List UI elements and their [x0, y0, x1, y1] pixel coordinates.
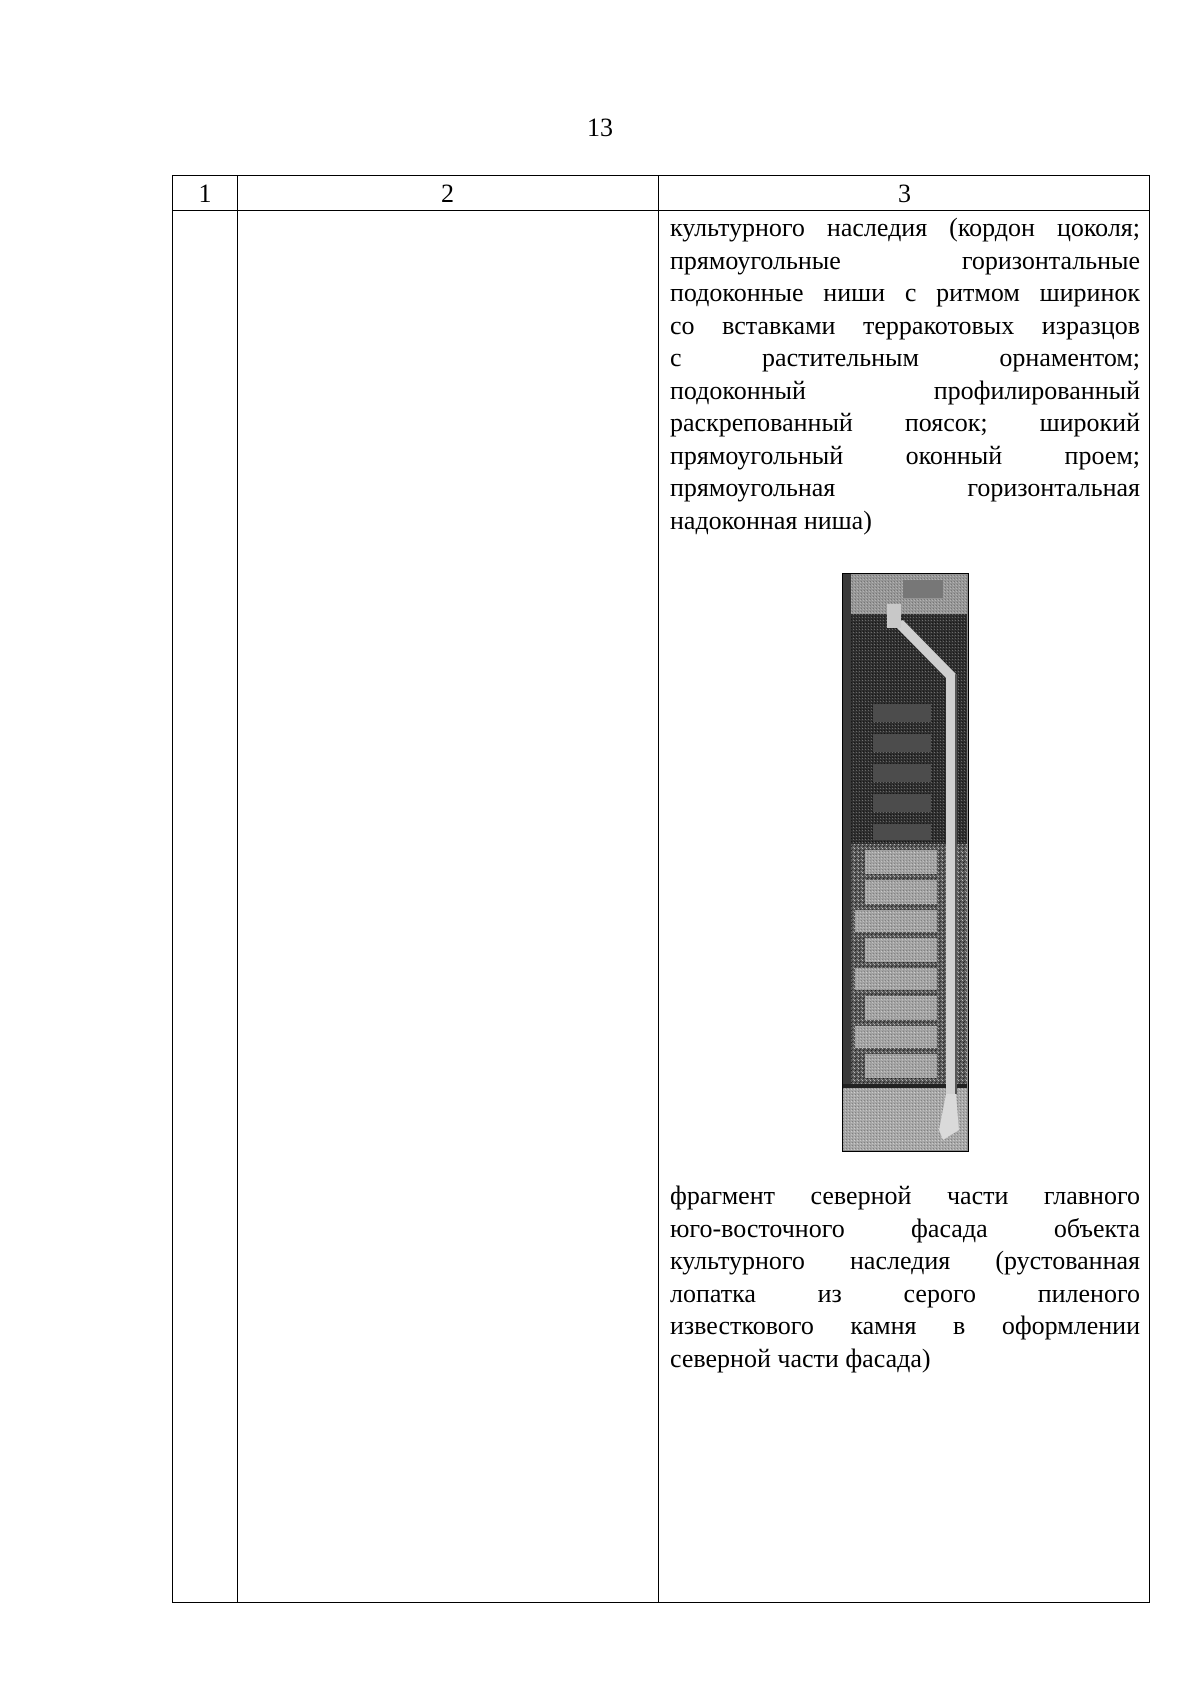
text-line: культурного наследия (рустованная — [670, 1246, 1140, 1275]
text-line: надоконная ниша) — [670, 505, 872, 535]
text-line: со вставками терракотовых изразцов — [670, 310, 1140, 340]
header-row-divider — [173, 210, 1149, 211]
column-header-3: 3 — [898, 179, 911, 208]
column-header-1: 1 — [198, 179, 212, 208]
facade-photo-illustration — [843, 574, 967, 1150]
text-line: прямоугольные горизонтальные — [670, 245, 1140, 275]
text-line: прямоугольный оконный проем; — [670, 440, 1140, 470]
text-line: лопатка из серого пиленого — [670, 1278, 1140, 1308]
description-text-before-photo — [670, 212, 1140, 537]
column-divider-2 — [658, 176, 659, 1602]
text-line: прямоугольная горизонтальная — [670, 473, 1140, 502]
photo-caption-text — [670, 1180, 1140, 1375]
text-line: северной части фасада) — [670, 1343, 931, 1373]
text-line: раскрепованный поясок; широкий — [670, 408, 1140, 437]
text-line: с растительным орнаментом; — [670, 343, 1140, 372]
page-number: 13 — [587, 113, 613, 142]
text-line: фрагмент северной части главного — [670, 1181, 1140, 1210]
facade-fragment-photo — [842, 573, 969, 1152]
text-line: подоконный профилированный — [670, 375, 1140, 405]
text-line: культурного наследия (кордон цоколя; — [670, 213, 1140, 242]
text-line: юго-восточного фасада объекта — [670, 1213, 1140, 1243]
text-line: известкового камня в оформлении — [670, 1311, 1140, 1340]
document-table — [172, 175, 1150, 1603]
column-header-2: 2 — [441, 179, 454, 208]
column-divider-1 — [237, 176, 238, 1602]
text-line: подоконные ниши с ритмом ширинок — [670, 278, 1140, 307]
